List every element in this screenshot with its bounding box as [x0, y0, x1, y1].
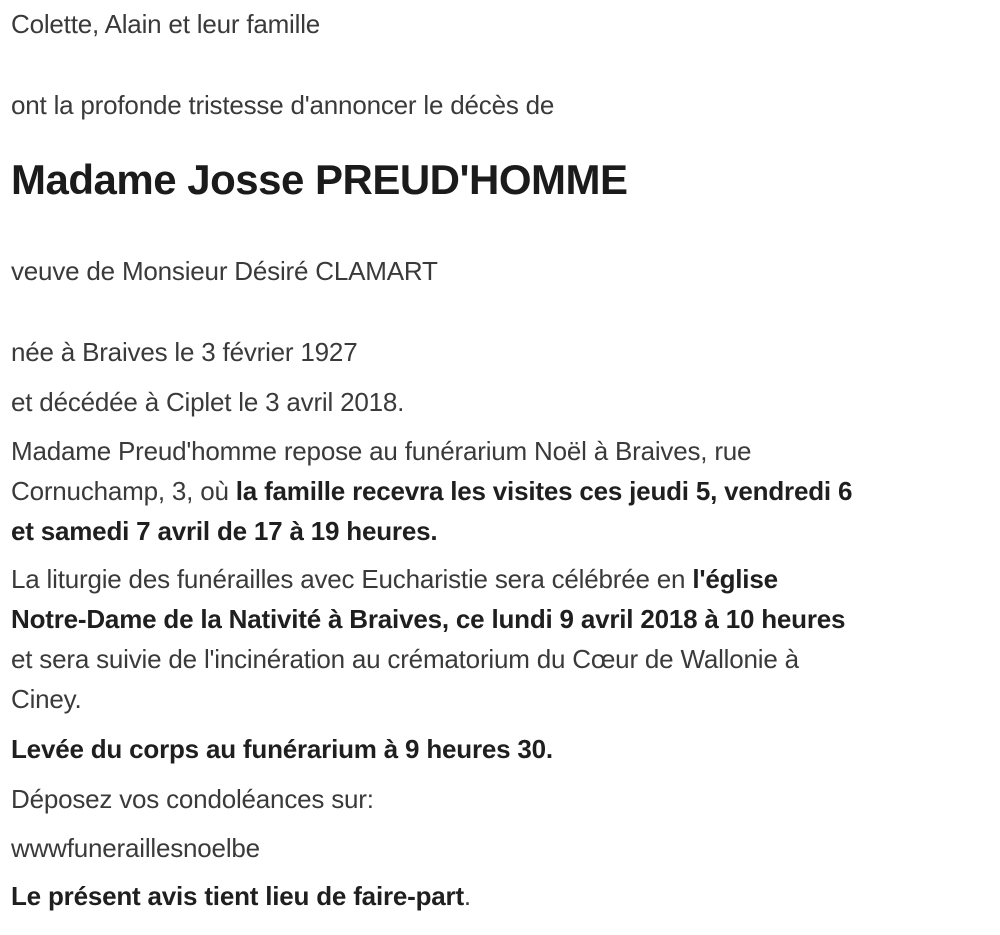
condolences-line — [11, 783, 374, 815]
levee-line — [11, 733, 553, 765]
text-run: wwwfuneraillesnoelbe — [11, 833, 260, 863]
deceased-name-title — [11, 155, 627, 205]
text-run: ont la profonde tristesse d'annoncer le décès de — [11, 90, 555, 120]
text-run: Colette, Alain et leur famille — [11, 9, 321, 39]
liturgy-line-2 — [11, 603, 845, 635]
text-run: veuve de Monsieur Désiré CLAMART — [11, 256, 438, 286]
text-run: et décédée à Ciplet le 3 avril 2018. — [11, 387, 405, 417]
text-run: et samedi 7 avril de 17 à 19 heures. — [11, 516, 438, 546]
notice-line — [11, 880, 471, 912]
death-line — [11, 386, 404, 418]
liturgy-line-1 — [11, 563, 778, 595]
text-run: l'église — [692, 564, 778, 594]
text-run: Déposez vos condoléances sur: — [11, 784, 374, 814]
text-run: Notre-Dame de la Nativité à Braives, ce lundi 9 avril 2018 à 10 heures — [11, 604, 846, 634]
text-run: La liturgie des funérailles avec Eucharistie sera célébrée en — [11, 564, 693, 594]
text-run: Le présent avis tient lieu de faire-part — [11, 881, 464, 911]
text-run: Madame Josse PREUD'HOMME — [11, 156, 628, 203]
text-run: née à Braives le 3 février 1927 — [11, 337, 358, 367]
website-line — [11, 832, 260, 864]
text-run: la famille recevra les visites ces jeudi 5, vendredi 6 — [235, 476, 853, 506]
widow-line — [11, 255, 438, 287]
liturgy-line-4 — [11, 683, 82, 715]
text-run: et sera suivie de l'incinération au crématorium du Cœur de Wallonie à — [11, 644, 799, 674]
birth-line — [11, 336, 357, 368]
text-run: . — [463, 881, 471, 911]
repose-line-3 — [11, 515, 437, 547]
family-line — [11, 8, 320, 40]
text-run: Madame Preud'homme repose au funérarium Noël à Braives, rue — [11, 436, 752, 466]
text-run: Cornuchamp, 3, où — [11, 476, 236, 506]
repose-line-2 — [11, 475, 852, 507]
announcement-line — [11, 89, 554, 121]
liturgy-line-3 — [11, 643, 799, 675]
repose-line-1 — [11, 435, 751, 467]
text-run: Ciney. — [11, 684, 82, 714]
text-run: Levée du corps au funérarium à 9 heures 30. — [11, 734, 553, 764]
